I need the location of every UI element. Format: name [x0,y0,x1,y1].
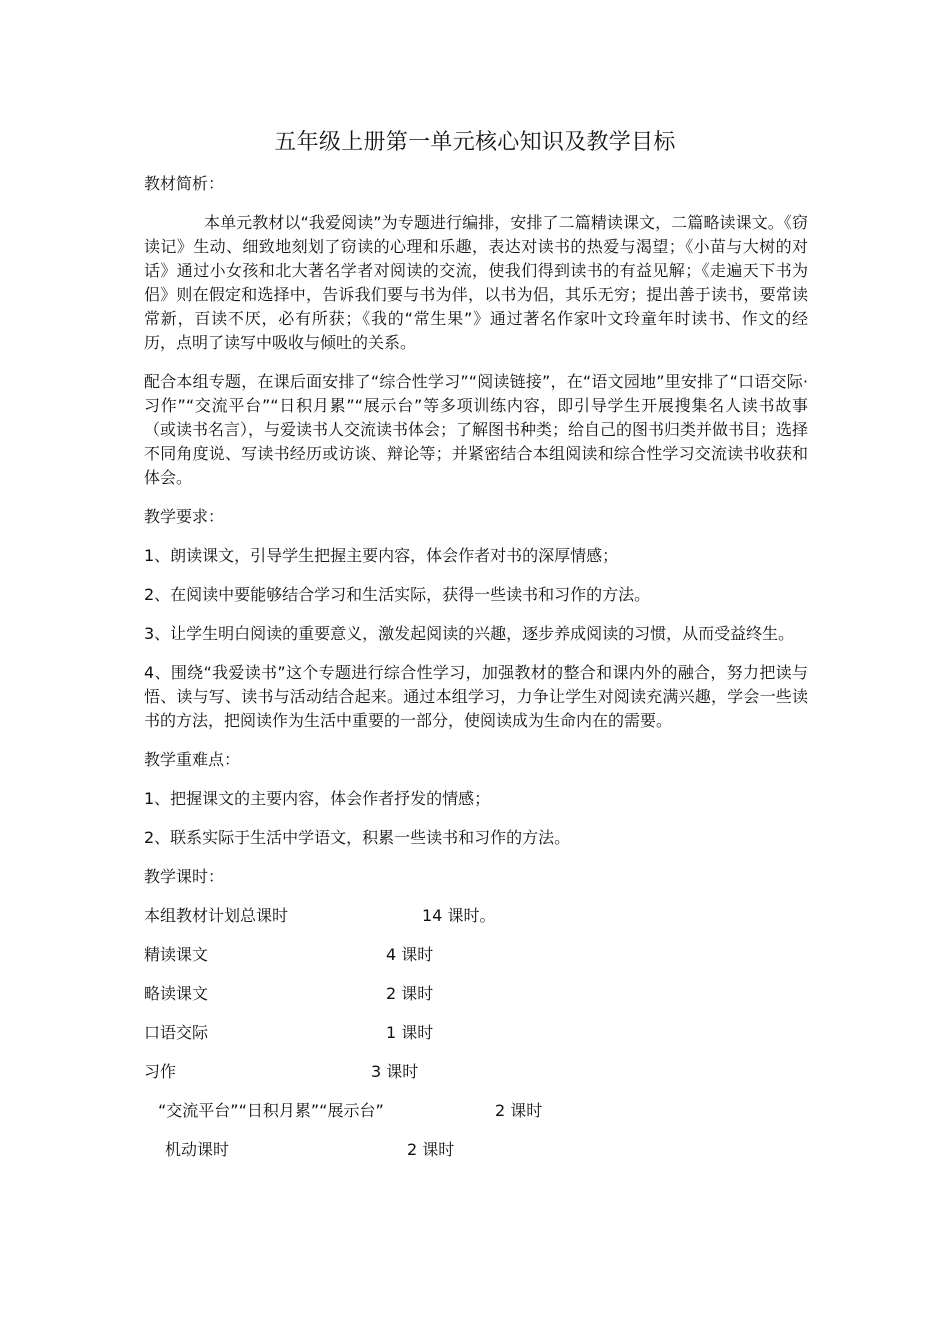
hours-label: 本组教材计划总课时 [144,906,289,925]
section-heading-keypoints: 教学重难点： [144,750,241,769]
hours-value: 2 课时 [386,984,434,1003]
hours-row-intensive-reading [144,943,808,967]
hours-row-total [144,904,808,928]
hours-label: 习作 [144,1062,177,1081]
hours-label: 略读课文 [144,984,209,1003]
document-title: 五年级上册第一单元核心知识及教学目标 [274,130,676,155]
hours-value: 3 课时 [371,1062,419,1081]
keypoint-item: 1、把握课文的主要内容，体会作者抒发的情感； [144,789,491,808]
hours-value: 14 课时。 [422,906,496,925]
hours-row-flexible [144,1138,808,1162]
hours-row-oral [144,1021,808,1045]
document-body [144,172,808,1177]
requirement-item: 2、在阅读中要能够结合学习和生活实际，获得一些读书和习作的方法。 [144,585,651,604]
hours-label: “交流平台”“日积月累”“展示台” [158,1101,384,1120]
hours-value: 4 课时 [386,945,434,964]
requirement-item: 1、朗读课文，引导学生把握主要内容，体会作者对书的深厚情感； [144,546,619,565]
hours-row-writing [144,1060,808,1084]
keypoint-item: 2、联系实际于生活中学语文，积累一些读书和习作的方法。 [144,828,571,847]
hours-row-skim-reading [144,982,808,1006]
section-heading-hours: 教学课时： [144,867,225,886]
requirement-item: 3、让学生明白阅读的重要意义，激发起阅读的兴趣，逐步养成阅读的习惯，从而受益终生。 [144,624,795,643]
hours-row-platform [144,1099,808,1123]
hours-label: 精读课文 [144,945,209,964]
analysis-paragraph-1: 本单元教材以“我爱阅读”为专题进行编排，安排了二篇精读课文，二篇略读课文。《窃读记》生动、细致地刻划了窃读的心理和乐趣，表达对读书的热爱与渴望；《小苗与大树的对话》通过小女孩和北大著名学者对阅读的交流，使我们得到读书的有益见解；《走遍天下书为侣》则在假定和选择中，告诉我们要与书为伴，以书为侣，其乐无穷；提出善于读书，要常读常新，百读不厌，必有所获；《我的“常生果”》通过著名作家叶文玲童年时读书、作文的经历，点明了读写中吸收与倾吐的关系。 [144,213,808,352]
hours-label: 机动课时 [165,1140,230,1159]
hours-value: 1 课时 [386,1023,434,1042]
section-heading-requirements: 教学要求： [144,507,225,526]
requirement-item: 4、围绕“我爱读书”这个专题进行综合性学习，加强教材的整合和课内外的融合，努力把读与悟、读与写、读书与活动结合起来。通过本组学习，力争让学生对阅读充满兴趣，学会一些读书的方法，把阅读作为生活中重要的一部分，使阅读成为生命内在的需要。 [144,663,808,730]
analysis-paragraph-2: 配合本组专题，在课后面安排了“综合性学习”“阅读链接”，在“语文园地”里安排了“口语交际·习作”“交流平台”“日积月累”“展示台”等多项训练内容，即引导学生开展搜集名人读书故事（或读书名言），与爱读书人交流读书体会；了解图书种类；给自己的图书归类并做书目；选择不同角度说、写读书经历或访谈、辩论等；并紧密结合本组阅读和综合性学习交流读书收获和体会。 [144,372,809,487]
section-heading-analysis: 教材简析： [144,174,225,193]
hours-value: 2 课时 [495,1101,543,1120]
hours-value: 2 课时 [407,1140,455,1159]
hours-label: 口语交际 [144,1023,209,1042]
